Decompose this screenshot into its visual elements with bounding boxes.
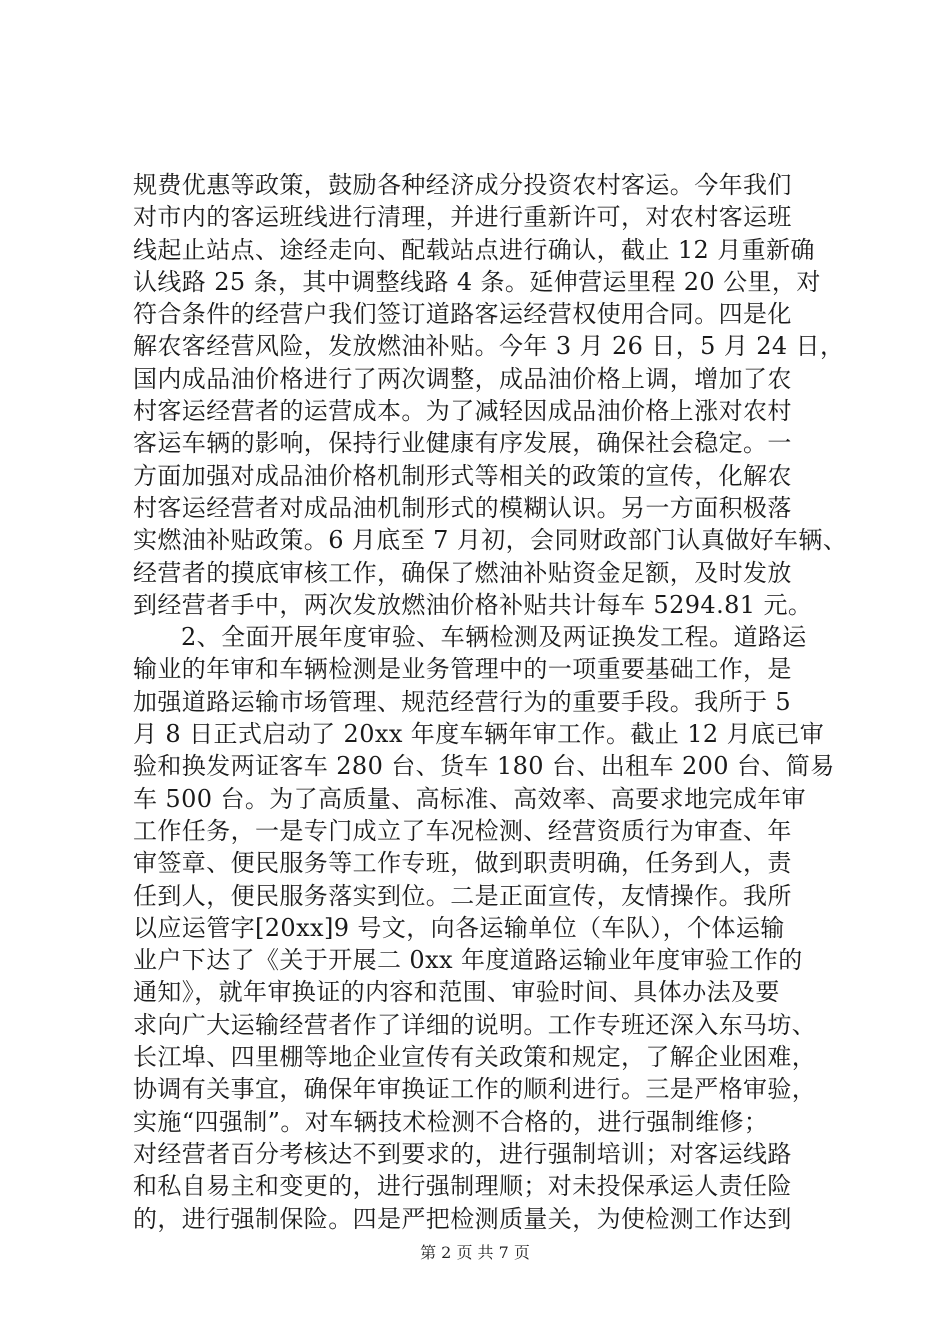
body-text xyxy=(133,169,848,1235)
paragraph-start-line: 2、全面开展年度审验、车辆检测及两证换发工程。道路运 xyxy=(181,623,807,652)
text-line: 方面加强对成品油价格机制形式等相关的政策的宣传，化解农 xyxy=(133,461,792,490)
page-number-footer: 第 2 页 共 7 页 xyxy=(420,1243,530,1262)
text-line: 工作任务，一是专门成立了车况检测、经营资质行为审查、年 xyxy=(133,816,792,845)
text-line: 符合条件的经营户我们签订道路客运经营权使用合同。四是化 xyxy=(133,300,792,329)
text-line: 的，进行强制保险。四是严把检测质量关，为使检测工作达到 xyxy=(133,1204,792,1233)
text-line: 车 500 台。为了高质量、高标准、高效率、高要求地完成年审 xyxy=(133,784,807,813)
text-line: 协调有关事宜，确保年审换证工作的顺利进行。三是严格审验， xyxy=(133,1075,817,1104)
text-line: 到经营者手中，两次发放燃油价格补贴共计每车 5294.81 元。 xyxy=(133,590,813,619)
text-line: 加强道路运输市场管理、规范经营行为的重要手段。我所于 5 xyxy=(133,687,792,716)
text-line: 线起止站点、途经走向、配载站点进行确认，截止 12 月重新确 xyxy=(133,235,815,264)
text-line: 解农客经营风险，发放燃油补贴。今年 3 月 26 日，5 月 24 日， xyxy=(133,332,845,361)
text-line: 客运车辆的影响，保持行业健康有序发展，确保社会稳定。一 xyxy=(133,429,792,458)
text-line: 和私自易主和变更的，进行强制理顺；对未投保承运人责任险 xyxy=(133,1172,792,1201)
text-line: 对经营者百分考核达不到要求的，进行强制培训；对客运线路 xyxy=(133,1139,792,1168)
text-line: 国内成品油价格进行了两次调整，成品油价格上调，增加了农 xyxy=(133,364,792,393)
text-line: 任到人，便民服务落实到位。二是正面宣传，友情操作。我所 xyxy=(133,881,792,910)
text-line: 审签章、便民服务等工作专班，做到职责明确，任务到人，责 xyxy=(133,849,792,878)
text-line: 对市内的客运班线进行清理，并进行重新许可，对农村客运班 xyxy=(133,203,792,232)
text-line: 输业的年审和车辆检测是业务管理中的一项重要基础工作，是 xyxy=(133,655,792,684)
text-line: 实施“四强制”。对车辆技术检测不合格的，进行强制维修； xyxy=(133,1107,769,1136)
text-line: 以应运管字[20xx]9 号文，向各运输单位（车队），个体运输 xyxy=(133,913,785,942)
text-line: 村客运经营者的运营成本。为了减轻因成品油价格上涨对农村 xyxy=(133,397,792,426)
text-line: 通知》，就年审换证的内容和范围、审验时间、具体办法及要 xyxy=(133,978,780,1007)
text-line: 长江埠、四里棚等地企业宣传有关政策和规定，了解企业困难， xyxy=(133,1043,817,1072)
text-line: 实燃油补贴政策。6 月底至 7 月初，会同财政部门认真做好车辆、 xyxy=(133,526,848,555)
text-line: 月 8 日正式启动了 20xx 年度车辆年审工作。截止 12 月底已审 xyxy=(133,720,825,749)
text-line: 规费优惠等政策，鼓励各种经济成分投资农村客运。今年我们 xyxy=(133,171,792,199)
text-line: 验和换发两证客车 280 台、货车 180 台、出租车 200 台、简易 xyxy=(133,752,835,781)
text-line: 认线路 25 条，其中调整线路 4 条。延伸营运里程 20 公里，对 xyxy=(133,267,821,296)
text-line: 求向广大运输经营者作了详细的说明。工作专班还深入东马坊、 xyxy=(133,1010,817,1039)
text-line: 业户下达了《关于开展二 0xx 年度道路运输业年度审验工作的 xyxy=(133,946,803,975)
text-line: 经营者的摸底审核工作，确保了燃油补贴资金足额，及时发放 xyxy=(133,558,792,587)
text-line: 村客运经营者对成品油机制形式的模糊认识。另一方面积极落 xyxy=(133,493,792,522)
